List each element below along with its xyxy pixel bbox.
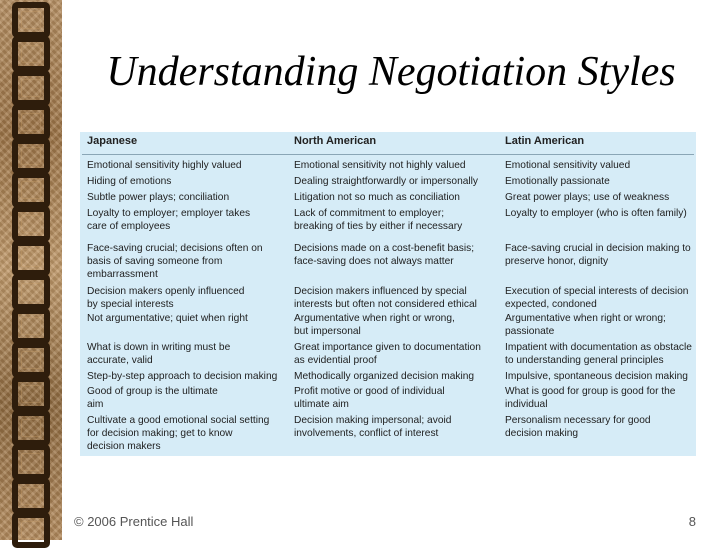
table-cell: interests but often not considered ethical (294, 299, 477, 310)
table-cell: embarrassment (87, 269, 158, 280)
table-cell: breaking of ties by either if necessary (294, 221, 463, 232)
table-cell: as evidential proof (294, 355, 377, 366)
table-cell: individual (505, 399, 548, 410)
column-header-latin-american: Latin American (505, 135, 585, 147)
table-cell: Dealing straightforwardly or impersonally (294, 176, 479, 187)
table-cell: Emotional sensitivity valued (505, 160, 631, 171)
table-cell: involvements, conflict of interest (294, 428, 439, 439)
table-cell: Lack of commitment to employer; (294, 208, 445, 219)
table-cell: Methodically organized decision making (294, 371, 475, 382)
table-cell: Impulsive, spontaneous decision making (505, 371, 688, 382)
table-cell: face-saving does not always matter (294, 256, 454, 267)
table-cell: Good of group is the ultimate (87, 386, 218, 397)
chain-link (12, 138, 50, 174)
table-cell: by special interests (87, 299, 174, 310)
chain-link (12, 478, 50, 514)
table-cell: preserve honor, dignity (505, 256, 609, 267)
chain-link (12, 444, 50, 480)
table-cell: Great importance given to documentation (294, 342, 481, 353)
header-divider (82, 154, 694, 155)
table-cell: Hiding of emotions (87, 176, 172, 187)
table-cell: Profit motive or good of individual (294, 386, 445, 397)
chain-link (12, 172, 50, 208)
chain-link (12, 240, 50, 276)
chain-link (12, 104, 50, 140)
table-cell: for decision making; get to know (87, 428, 233, 439)
chain-link (12, 512, 50, 548)
table-cell: expected, condoned (505, 299, 597, 310)
table-cell: Face-saving crucial; decisions often on (87, 243, 263, 254)
chain-link (12, 274, 50, 310)
table-cell: Impatient with documentation as obstacle (505, 342, 692, 353)
page-number: 8 (688, 514, 696, 529)
column-header-japanese: Japanese (87, 135, 138, 147)
table-cell: Cultivate a good emotional social setting (87, 415, 270, 426)
table-cell: but impersonal (294, 326, 361, 337)
chain-link (12, 36, 50, 72)
table-cell: Emotional sensitivity highly valued (87, 160, 242, 171)
table-cell: What is good for group is good for the (505, 386, 676, 397)
table-cell: decision making (505, 428, 579, 439)
table-cell: What is down in writing must be (87, 342, 231, 353)
table-cell: ultimate aim (294, 399, 349, 410)
table-cell: Great power plays; use of weakness (505, 192, 670, 203)
table-cell: Decisions made on a cost-benefit basis; (294, 243, 475, 254)
table-cell: Emotional sensitivity not highly valued (294, 160, 466, 171)
table-cell: Execution of special interests of decision (505, 286, 689, 297)
table-cell: Decision makers influenced by special (294, 286, 467, 297)
column-header-north-american: North American (294, 135, 377, 147)
table-cell: Not argumentative; quiet when right (87, 313, 248, 324)
slide-title: Understanding Negotiation Styles (106, 49, 676, 95)
table-cell: Loyalty to employer; employer takes (87, 208, 251, 219)
table-cell: accurate, valid (87, 355, 153, 366)
table-cell: Face-saving crucial in decision making to (505, 243, 691, 254)
table-cell: Personalism necessary for good (505, 415, 651, 426)
chain-link (12, 410, 50, 446)
chain-link (12, 2, 50, 38)
chain-link (12, 70, 50, 106)
table-cell: Emotionally passionate (505, 176, 610, 187)
table-cell: passionate (505, 326, 555, 337)
chain-link (12, 308, 50, 344)
marble-sidebar (0, 0, 62, 540)
table-cell: aim (87, 399, 104, 410)
table-cell: to understanding general principles (505, 355, 664, 366)
table-cell: basis of saving someone from (87, 256, 223, 267)
table-cell: Argumentative when right or wrong; (505, 313, 666, 324)
chain-link (12, 342, 50, 378)
table-cell: Subtle power plays; conciliation (87, 192, 230, 203)
negotiation-styles-table (80, 132, 696, 456)
table-cell: Decision makers openly influenced (87, 286, 245, 297)
table-cell: Argumentative when right or wrong, (294, 313, 455, 324)
table-cell: Step-by-step approach to decision making (87, 371, 278, 382)
chain-link (12, 376, 50, 412)
table-cell: care of employees (87, 221, 171, 232)
table-cell: decision makers (87, 441, 161, 452)
table-cell: Litigation not so much as conciliation (294, 192, 460, 203)
table-cell: Decision making impersonal; avoid (294, 415, 452, 426)
copyright-footer: © 2006 Prentice Hall (74, 514, 194, 529)
chain-decoration (12, 0, 50, 540)
table-cell: Loyalty to employer (who is often family) (505, 208, 687, 219)
chain-link (12, 206, 50, 242)
